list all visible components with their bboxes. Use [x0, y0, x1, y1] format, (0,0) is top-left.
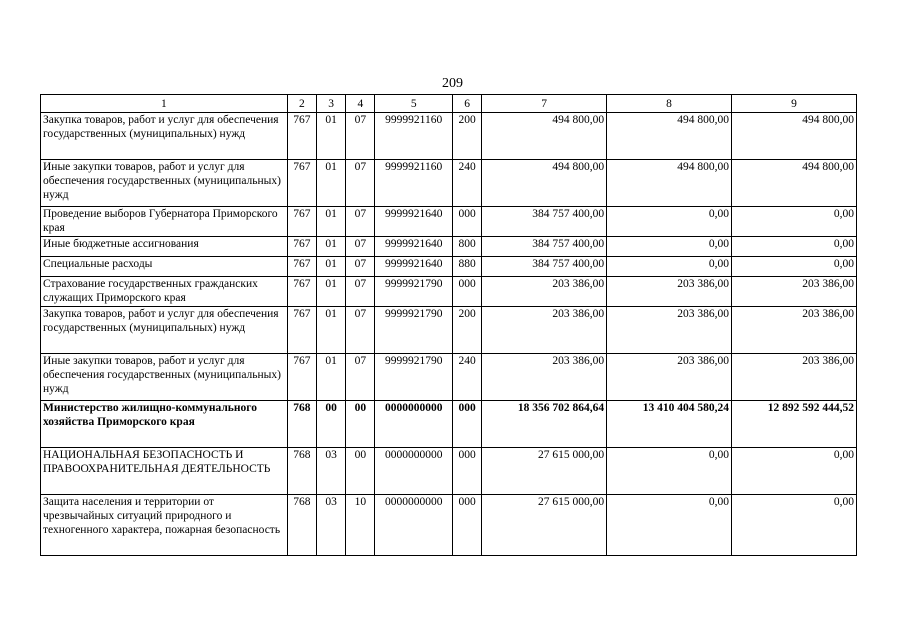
- cell-amount-year3: 494 800,00: [732, 160, 857, 207]
- cell-amount-year2: 203 386,00: [607, 354, 732, 401]
- cell-amount-year1: 27 615 000,00: [482, 495, 607, 556]
- cell-amount-year3: 203 386,00: [732, 307, 857, 354]
- cell-expense-type: 880: [452, 257, 481, 277]
- row-name: Иные закупки товаров, работ и услуг для обеспечения государственных (муниципальных) нужд: [41, 354, 288, 401]
- cell-amount-year1: 203 386,00: [482, 354, 607, 401]
- cell-amount-year3: 0,00: [732, 257, 857, 277]
- cell-subsection: 07: [346, 277, 375, 307]
- cell-section: 03: [317, 448, 346, 495]
- cell-code: 767: [287, 354, 316, 401]
- cell-section: 01: [317, 354, 346, 401]
- cell-amount-year2: 0,00: [607, 495, 732, 556]
- cell-subsection: 07: [346, 160, 375, 207]
- row-name: НАЦИОНАЛЬНАЯ БЕЗОПАСНОСТЬ И ПРАВООХРАНИТЕЛЬНАЯ ДЕЯТЕЛЬНОСТЬ: [41, 448, 288, 495]
- table-row: [41, 277, 857, 307]
- cell-subsection: 10: [346, 495, 375, 556]
- cell-subsection: 00: [346, 401, 375, 448]
- cell-amount-year1: 494 800,00: [482, 160, 607, 207]
- row-name: Защита населения и территории от чрезвычайных ситуаций природного и техногенного характера, пожарная безопасность: [41, 495, 288, 556]
- table-row: [41, 113, 857, 160]
- cell-article: 9999921640: [375, 237, 453, 257]
- cell-amount-year2: 13 410 404 580,24: [607, 401, 732, 448]
- cell-amount-year1: 384 757 400,00: [482, 207, 607, 237]
- table-row: [41, 257, 857, 277]
- cell-subsection: 07: [346, 307, 375, 354]
- cell-article: 0000000000: [375, 495, 453, 556]
- cell-amount-year3: 203 386,00: [732, 277, 857, 307]
- cell-code: 768: [287, 495, 316, 556]
- cell-expense-type: 000: [452, 495, 481, 556]
- cell-section: 01: [317, 160, 346, 207]
- cell-subsection: 00: [346, 448, 375, 495]
- cell-section: 01: [317, 277, 346, 307]
- table-row: [41, 495, 857, 556]
- cell-subsection: 07: [346, 237, 375, 257]
- cell-code: 767: [287, 307, 316, 354]
- cell-section: 01: [317, 237, 346, 257]
- cell-code: 767: [287, 160, 316, 207]
- cell-amount-year3: 0,00: [732, 448, 857, 495]
- cell-amount-year2: 203 386,00: [607, 307, 732, 354]
- row-name: Проведение выборов Губернатора Приморского края: [41, 207, 288, 237]
- column-header: 4: [346, 95, 375, 113]
- cell-section: 01: [317, 207, 346, 237]
- table-row: [41, 237, 857, 257]
- cell-amount-year2: 0,00: [607, 448, 732, 495]
- cell-article: 9999921640: [375, 207, 453, 237]
- column-header: 5: [375, 95, 453, 113]
- cell-subsection: 07: [346, 354, 375, 401]
- cell-subsection: 07: [346, 207, 375, 237]
- table-row: [41, 307, 857, 354]
- page-number: 209: [442, 76, 463, 91]
- cell-code: 767: [287, 237, 316, 257]
- cell-expense-type: 240: [452, 160, 481, 207]
- cell-amount-year3: 203 386,00: [732, 354, 857, 401]
- cell-amount-year3: 12 892 592 444,52: [732, 401, 857, 448]
- cell-expense-type: 000: [452, 401, 481, 448]
- budget-table: [40, 94, 857, 556]
- cell-amount-year2: 203 386,00: [607, 277, 732, 307]
- cell-expense-type: 000: [452, 448, 481, 495]
- row-name: Иные закупки товаров, работ и услуг для обеспечения государственных (муниципальных) нужд: [41, 160, 288, 207]
- cell-amount-year1: 384 757 400,00: [482, 257, 607, 277]
- cell-article: 9999921790: [375, 307, 453, 354]
- cell-amount-year2: 494 800,00: [607, 113, 732, 160]
- row-name: Закупка товаров, работ и услуг для обеспечения государственных (муниципальных) нужд: [41, 307, 288, 354]
- cell-expense-type: 800: [452, 237, 481, 257]
- cell-section: 00: [317, 401, 346, 448]
- column-header: 3: [317, 95, 346, 113]
- cell-section: 01: [317, 257, 346, 277]
- cell-amount-year3: 494 800,00: [732, 113, 857, 160]
- table-row: [41, 448, 857, 495]
- row-name: Министерство жилищно-коммунального хозяйства Приморского края: [41, 401, 288, 448]
- cell-code: 768: [287, 401, 316, 448]
- cell-amount-year1: 494 800,00: [482, 113, 607, 160]
- table-row: [41, 207, 857, 237]
- cell-amount-year1: 27 615 000,00: [482, 448, 607, 495]
- cell-expense-type: 200: [452, 307, 481, 354]
- header-row: [41, 95, 857, 113]
- row-name: Страхование государственных гражданских служащих Приморского края: [41, 277, 288, 307]
- column-header: 6: [452, 95, 481, 113]
- cell-amount-year2: 0,00: [607, 257, 732, 277]
- cell-amount-year1: 18 356 702 864,64: [482, 401, 607, 448]
- cell-expense-type: 000: [452, 207, 481, 237]
- cell-amount-year2: 0,00: [607, 207, 732, 237]
- cell-subsection: 07: [346, 257, 375, 277]
- cell-amount-year2: 494 800,00: [607, 160, 732, 207]
- cell-expense-type: 000: [452, 277, 481, 307]
- table-row: [41, 160, 857, 207]
- cell-code: 767: [287, 277, 316, 307]
- table-row: [41, 354, 857, 401]
- row-name: Специальные расходы: [41, 257, 288, 277]
- cell-article: 9999921790: [375, 354, 453, 401]
- table-row: [41, 401, 857, 448]
- cell-article: 0000000000: [375, 448, 453, 495]
- cell-article: 9999921640: [375, 257, 453, 277]
- row-name: Закупка товаров, работ и услуг для обеспечения государственных (муниципальных) нужд: [41, 113, 288, 160]
- cell-code: 768: [287, 448, 316, 495]
- cell-code: 767: [287, 113, 316, 160]
- cell-article: 0000000000: [375, 401, 453, 448]
- cell-section: 03: [317, 495, 346, 556]
- cell-code: 767: [287, 207, 316, 237]
- cell-section: 01: [317, 307, 346, 354]
- cell-amount-year3: 0,00: [732, 237, 857, 257]
- cell-amount-year1: 203 386,00: [482, 307, 607, 354]
- cell-expense-type: 200: [452, 113, 481, 160]
- cell-article: 9999921790: [375, 277, 453, 307]
- cell-amount-year1: 203 386,00: [482, 277, 607, 307]
- cell-article: 9999921160: [375, 113, 453, 160]
- cell-amount-year3: 0,00: [732, 495, 857, 556]
- cell-section: 01: [317, 113, 346, 160]
- column-header: 1: [41, 95, 288, 113]
- cell-subsection: 07: [346, 113, 375, 160]
- cell-amount-year1: 384 757 400,00: [482, 237, 607, 257]
- row-name: Иные бюджетные ассигнования: [41, 237, 288, 257]
- cell-code: 767: [287, 257, 316, 277]
- cell-amount-year3: 0,00: [732, 207, 857, 237]
- column-header: 2: [287, 95, 316, 113]
- cell-amount-year2: 0,00: [607, 237, 732, 257]
- cell-expense-type: 240: [452, 354, 481, 401]
- column-header: 8: [607, 95, 732, 113]
- column-header: 7: [482, 95, 607, 113]
- cell-article: 9999921160: [375, 160, 453, 207]
- column-header: 9: [732, 95, 857, 113]
